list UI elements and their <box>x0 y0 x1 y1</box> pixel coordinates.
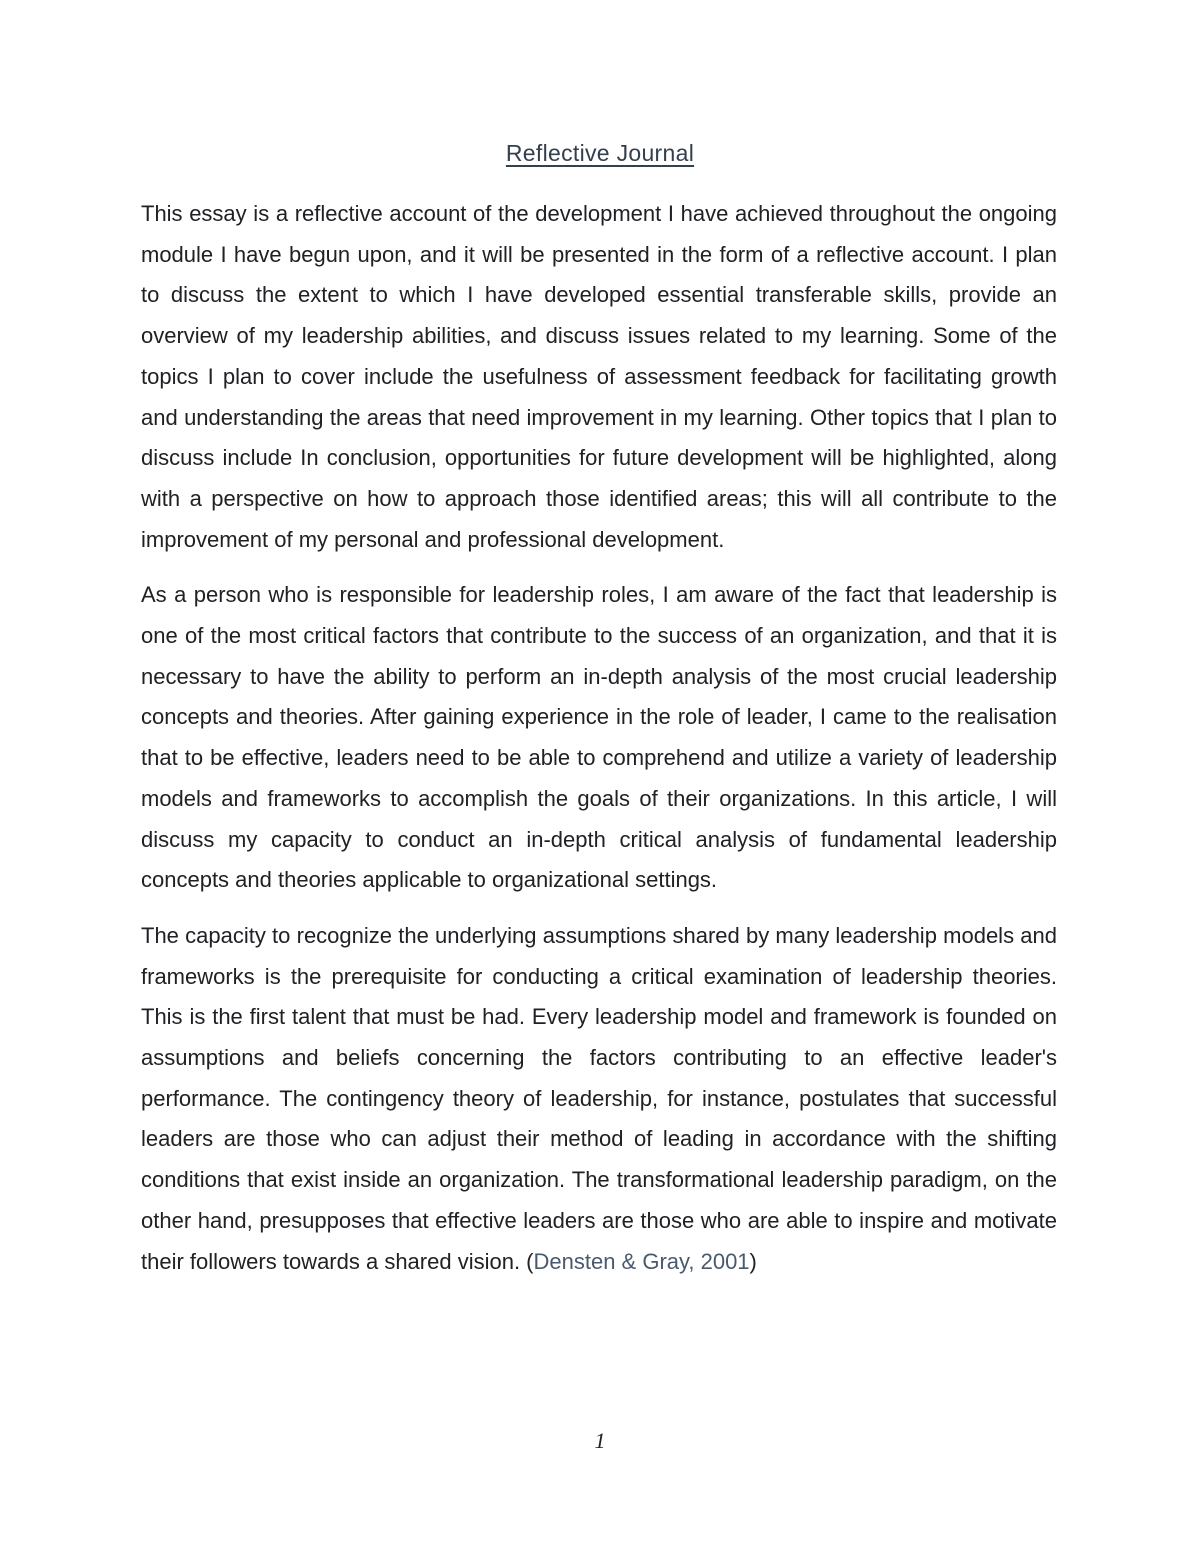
paragraph-text: The capacity to recognize the underlying assumptions shared by many leadership models and frameworks is the prerequisite for conducting a critical examination of leadership theories. This is the first talent that must be had. Every leadership model and framework is founded on assumptions and beliefs concerning the factors contributing to an effective leader's performance. The contingency theory of leadership, for instance, postulates that successful leaders are those who can adjust their method of leading in accordance with the shifting conditions that exist inside an organization. The transformational leadership paradigm, on the other hand, presupposes that effective leaders are those who are able to inspire and motivate their followers towards a shared vision. ( <box>141 922 1057 1274</box>
document-body <box>141 194 1057 1297</box>
paragraph-text: This essay is a reflective account of the development I have achieved throughout the ongoing module I have begun upon, and it will be presented in the form of a reflective account. I plan to discuss the extent to which I have developed essential transferable skills, provide an overview of my leadership abilities, and discuss issues related to my learning. Some of the topics I plan to cover include the usefulness of assessment feedback for facilitating growth and understanding the areas that need improvement in my learning. Other topics that I plan to discuss include In conclusion, opportunities for future development will be highlighted, along with a perspective on how to approach those identified areas; this will all contribute to the improvement of my personal and professional development. <box>141 201 1057 552</box>
paragraph-1 <box>141 194 1057 560</box>
paragraph-3 <box>141 916 1057 1282</box>
paragraph-2 <box>141 575 1057 901</box>
page-number: 1 <box>594 1428 606 1453</box>
citation-close: ) <box>749 1248 757 1274</box>
citation-reference: Densten & Gray, 2001 <box>533 1248 750 1274</box>
paragraph-text: As a person who is responsible for leadership roles, I am aware of the fact that leadership is one of the most critical factors that contribute to the success of an organization, and that it is necessary to have the ability to perform an in-depth analysis of the most crucial leadership concepts and theories. After gaining experience in the role of leader, I came to the realisation that to be effective, leaders need to be able to comprehend and utilize a variety of leadership models and frameworks to accomplish the goals of their organizations. In this article, I will discuss my capacity to conduct an in-depth critical analysis of fundamental leadership concepts and theories applicable to organizational settings. <box>141 582 1057 893</box>
document-title: Reflective Journal <box>505 140 695 166</box>
